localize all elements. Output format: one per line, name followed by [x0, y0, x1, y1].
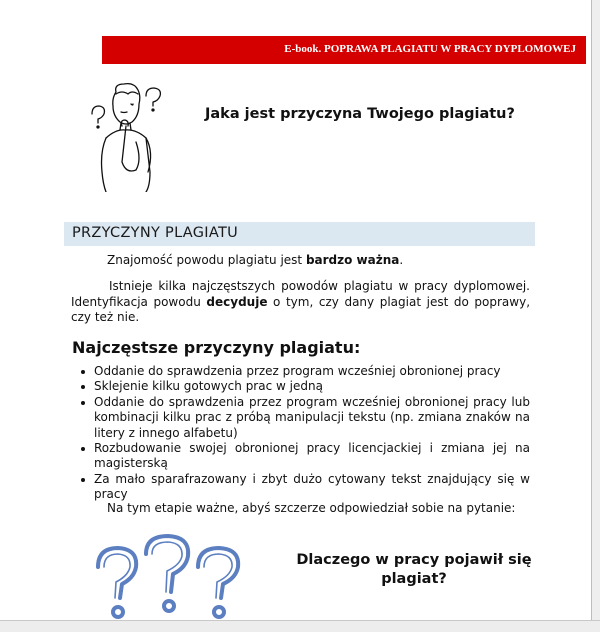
- p1-end: .: [399, 253, 404, 267]
- causes-list: [78, 364, 530, 503]
- closing-lead: Na tym etapie ważne, abyś szczerze odpowiedział sobie na pytanie:: [107, 501, 516, 515]
- question-marks-icon: [88, 532, 258, 622]
- list-item: Za mało sparafrazowany i zbyt dużo cytowany tekst znajdujący się w pracy: [78, 472, 530, 503]
- p2-end: o tym, czy dany plagiat jest do poprawy, czy też nie.: [71, 294, 531, 324]
- list-item: Oddanie do sprawdzenia przez program wcześniej obronionej pracy: [78, 364, 530, 379]
- thinking-person-icon: [76, 82, 168, 192]
- p1-bold: bardzo ważna: [305, 253, 400, 267]
- causes-heading: Najczęstsze przyczyny plagiatu:: [72, 338, 361, 357]
- section-title: PRZYCZYNY PLAGIATU: [72, 225, 239, 241]
- paragraph-importance: [107, 253, 403, 267]
- page-edge-right: [591, 0, 600, 631]
- section-band: [64, 222, 535, 246]
- header-bar: [102, 36, 586, 64]
- intro-question: Jaka jest przyczyna Twojego plagiatu?: [205, 106, 515, 122]
- list-item: Oddanie do sprawdzenia przez program wcześniej obronionej pracy lub kombinacji kilku prac z próbą manipulacji tekstu (np. zmiana znaków na litery z innego alfabetu): [78, 395, 530, 441]
- paragraph-reasons: [71, 279, 530, 326]
- closing-question: Dlaczego w pracy pojawił się plagiat?: [296, 552, 532, 587]
- p2-text: Istnieje kilka najczęstszych powodów plagiatu w pracy dyplomowej. Identyfikacja powodu: [71, 279, 530, 309]
- list-item: Rozbudowanie swojej obronionej pracy licencjackiej i zmiana jej na magisterską: [78, 441, 530, 472]
- header-title: E-book. POPRAWA PLAGIATU W PRACY DYPLOMOWEJ: [284, 43, 576, 55]
- p2-bold: decyduje: [206, 294, 268, 309]
- list-item: Sklejenie kilku gotowych prac w jedną: [78, 379, 530, 394]
- p1-text: Znajomość powodu plagiatu jest: [107, 253, 306, 267]
